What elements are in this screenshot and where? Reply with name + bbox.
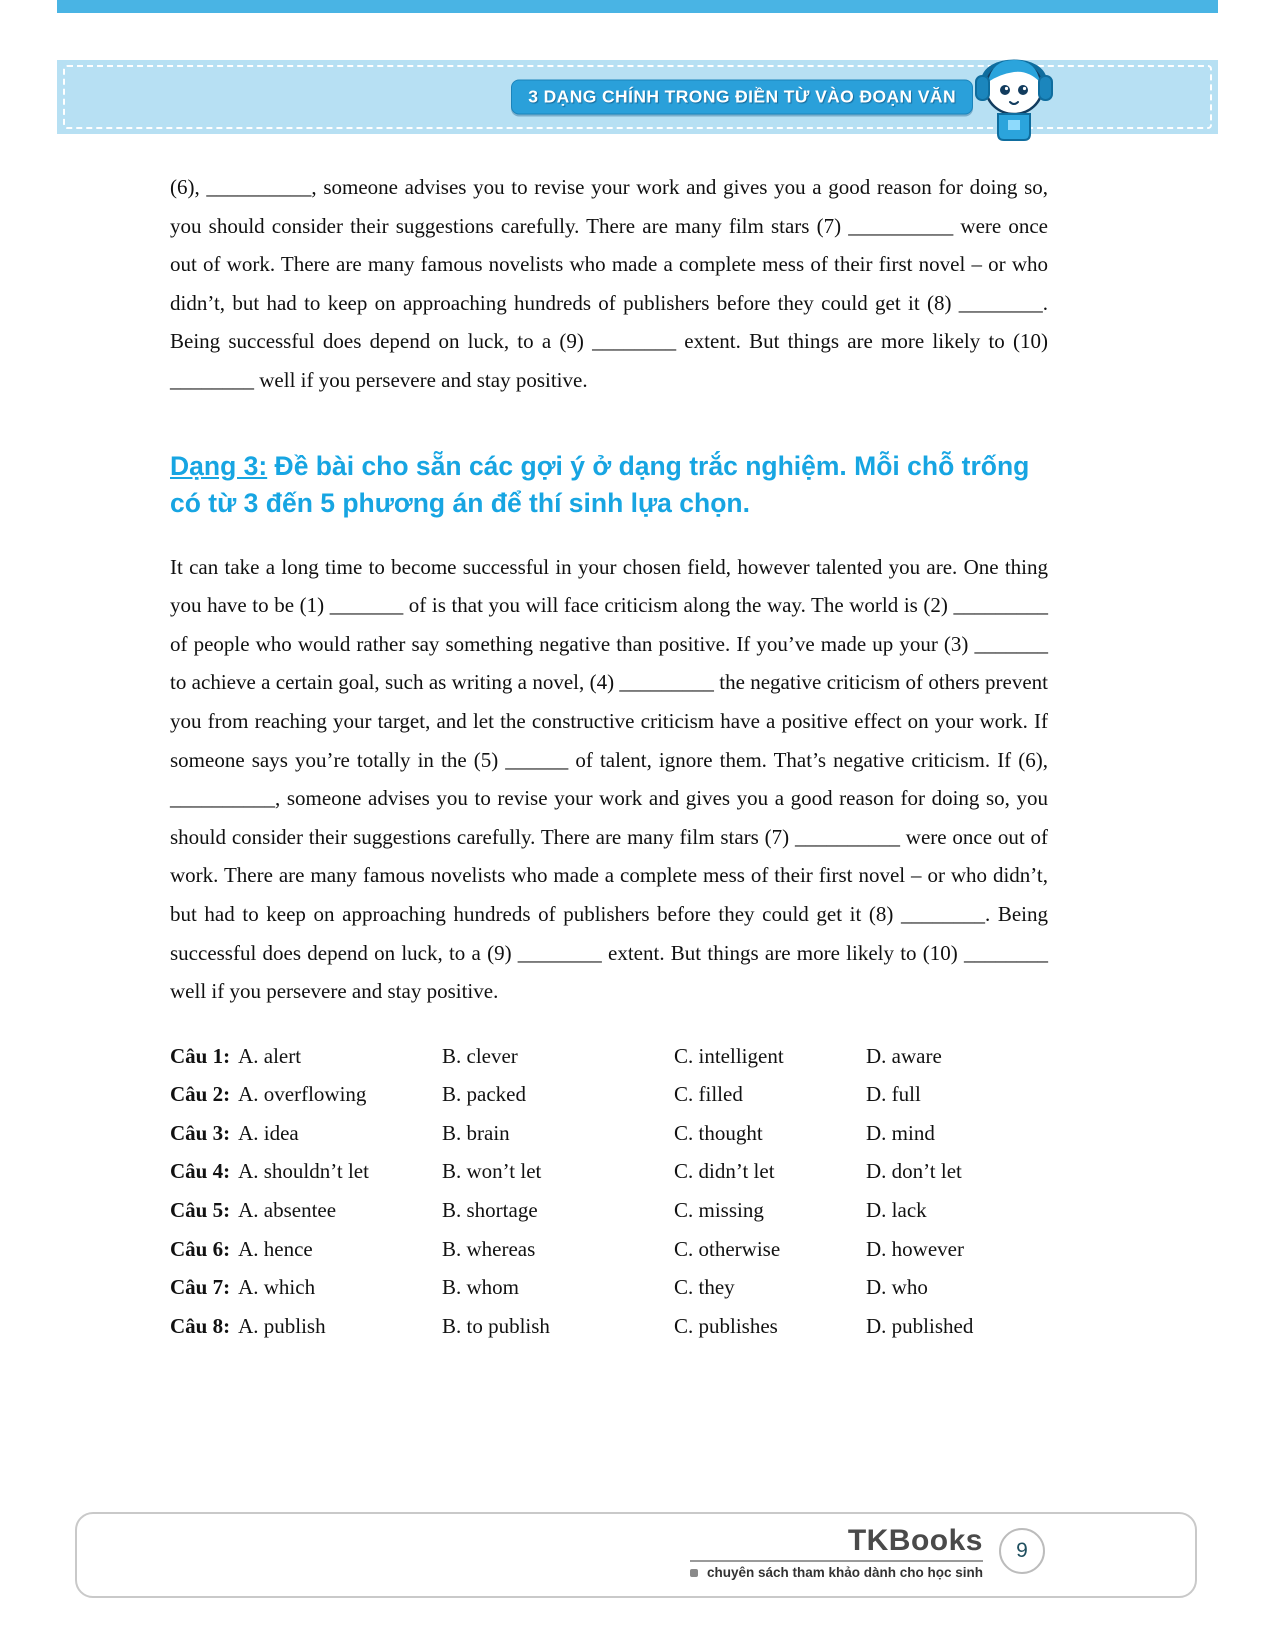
publisher-brand: TKBooks (847, 1524, 983, 1557)
answer-row (170, 1230, 1048, 1269)
option-a: A. alert (238, 1043, 302, 1068)
option-c: C. thought (674, 1120, 763, 1145)
publisher-block (690, 1526, 983, 1580)
option-b: B. whom (442, 1275, 520, 1300)
answer-row (170, 1075, 1048, 1114)
question-label: Câu 4: (170, 1159, 231, 1184)
question-label: Câu 8: (170, 1313, 231, 1338)
option-c: C. intelligent (674, 1043, 784, 1068)
section-heading (170, 448, 1048, 522)
answer-row (170, 1191, 1048, 1230)
option-c: C. filled (674, 1082, 743, 1107)
header-band (57, 60, 1218, 134)
option-d: D. aware (866, 1043, 942, 1068)
option-d: D. mind (866, 1120, 935, 1145)
question-label: Câu 7: (170, 1275, 231, 1300)
option-b: B. whereas (442, 1236, 536, 1261)
question-label: Câu 2: (170, 1082, 231, 1107)
option-b: B. shortage (442, 1198, 538, 1223)
question-label: Câu 5: (170, 1198, 231, 1223)
option-b: B. won’t let (442, 1159, 542, 1184)
option-d: D. however (866, 1236, 964, 1261)
question-label: Câu 6: (170, 1236, 231, 1261)
answer-row (170, 1114, 1048, 1153)
option-b: B. to publish (442, 1313, 550, 1338)
option-b: B. brain (442, 1120, 510, 1145)
footer (75, 1512, 1197, 1598)
boy-with-headphones-mascot-icon (968, 42, 1060, 152)
option-d: D. lack (866, 1198, 927, 1223)
answer-row (170, 1152, 1048, 1191)
option-c: C. didn’t let (674, 1159, 775, 1184)
option-b: B. clever (442, 1043, 518, 1068)
page-number-badge: 9 (999, 1528, 1045, 1574)
option-a: A. hence (238, 1236, 313, 1261)
question-label: Câu 1: (170, 1043, 231, 1068)
header-title-pill (511, 80, 973, 115)
publisher-tagline: chuyên sách tham khảo dành cho học sinh (706, 1565, 983, 1580)
footer-inner (77, 1514, 1195, 1580)
bullet-dot-icon (690, 1569, 698, 1577)
intro-paragraph: (6), __________, someone advises you to revise your work and gives you a good reason for doing so, you should consider their suggestions carefully. There are many film stars (7) __________ were once out of work. There are many famous novelists who made a complete mess of their first novel – or who didn’t, but had to keep on approaching hundreds of publishers before they could get it (8) ________. Being successful does depend on luck, to a (9) ________ extent. But things are more likely to (10) ________ well if you persevere and stay positive. (170, 175, 1048, 392)
header-top-strip (57, 0, 1218, 13)
option-d: D. don’t let (866, 1159, 962, 1184)
passage-paragraph: It can take a long time to become successful in your chosen field, however talented you are. One thing you have to be (1) _______ of is that you will face criticism along the way. The world is (2) _________ of people who would rather say something negative than positive. If you’ve made up your (3) _______ to achieve a certain goal, such as writing a novel, (4) _________ the negative criticism of others prevent you from reaching your target, and let the constructive criticism have a positive effect on your work. If someone says you’re totally in the (5) ______ of talent, ignore them. That’s negative criticism. If (6), __________, someone advises you to revise your work and gives you a good reason for doing so, you should consider their suggestions carefully. There are many film stars (7) __________ were once out of work. There are many famous novelists who made a complete mess of their first novel – or who didn’t, but had to keep on approaching hundreds of publishers before they could get it (8) ________. Being successful does depend on luck, to a (9) ________ extent. But things are more likely to (10) ________ well if you persevere and stay positive. (170, 554, 1048, 1004)
option-d: D. full (866, 1082, 921, 1107)
option-a: A. publish (238, 1313, 326, 1338)
option-a: A. absentee (238, 1198, 337, 1223)
option-a: A. idea (238, 1120, 299, 1145)
option-a: A. which (238, 1275, 316, 1300)
option-b: B. packed (442, 1082, 526, 1107)
answer-row (170, 1268, 1048, 1307)
option-c: C. otherwise (674, 1236, 781, 1261)
header-title: 3 DẠNG CHÍNH TRONG ĐIỀN TỪ VÀO ĐOẠN VĂN (528, 86, 956, 107)
answer-row (170, 1307, 1048, 1346)
question-label: Câu 3: (170, 1120, 231, 1145)
answer-row (170, 1037, 1048, 1076)
option-a: A. overflowing (238, 1082, 367, 1107)
answer-options-list (170, 1037, 1048, 1346)
page-content (170, 168, 1048, 1345)
publisher-tagline-row (690, 1560, 983, 1580)
section-heading-text: Đề bài cho sẵn các gợi ý ở dạng trắc nghiệm. Mỗi chỗ trống có từ 3 đến 5 phương án để thí sinh lựa chọn. (170, 450, 1030, 518)
section-heading-label: Dạng 3: (170, 450, 268, 481)
option-c: C. they (674, 1275, 735, 1300)
option-d: D. published (866, 1313, 974, 1338)
option-c: C. publishes (674, 1313, 778, 1338)
option-c: C. missing (674, 1198, 764, 1223)
option-d: D. who (866, 1275, 928, 1300)
option-a: A. shouldn’t let (238, 1159, 369, 1184)
